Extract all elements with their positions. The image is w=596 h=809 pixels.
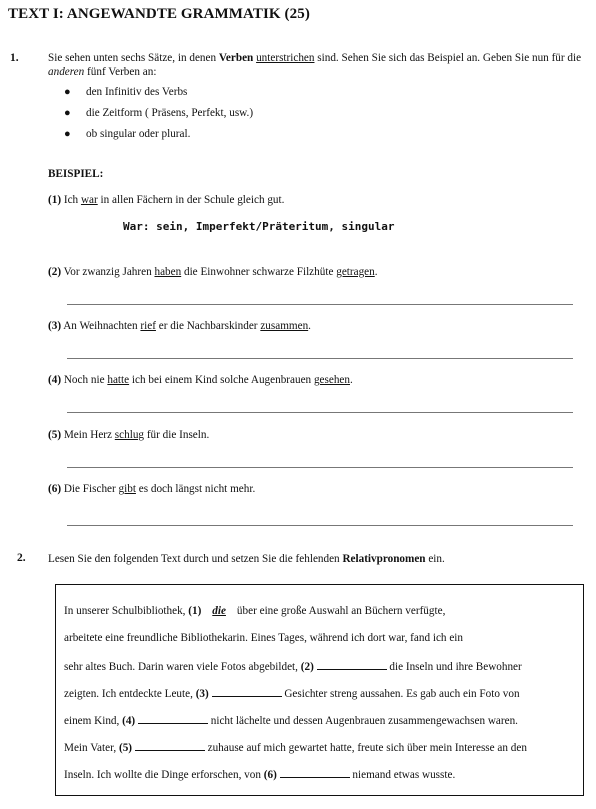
gap-1-filled[interactable]: die [212, 605, 226, 617]
cloze-line-1 [64, 605, 445, 617]
gap-number: (6) [263, 769, 277, 781]
bullet-item-infinitiv: den Infinitiv des Verbs [86, 86, 188, 98]
underlined-verb: hatte [107, 374, 130, 386]
page-title: TEXT I: ANGEWANDTE GRAMMATIK (25) [8, 6, 310, 22]
underlined-verb: gibt [118, 483, 136, 495]
gap-5-blank[interactable] [135, 740, 205, 751]
cloze-line-5 [64, 713, 518, 727]
sentence-punct: . [350, 374, 353, 386]
sentence-text: ich bei einem Kind solche Augenbrauen [129, 374, 314, 386]
answer-line-2[interactable] [67, 304, 573, 305]
cloze-text: Gesichter streng aussahen. Es gab auch ein Foto von [281, 688, 520, 700]
underlined-verb: schlug [114, 429, 145, 441]
cloze-text: Inseln. Ich wollte die Dinge erforschen, von [64, 769, 264, 781]
instruction-text: Sie sehen unten sechs Sätze, in denen [48, 52, 219, 64]
underlined-verb: haben [154, 266, 182, 278]
cloze-line-4 [64, 686, 520, 700]
gap-4-blank[interactable] [138, 713, 208, 724]
sentence-text: Vor zwanzig Jahren [61, 266, 155, 278]
example-answer: War: sein, Imperfekt/Präteritum, singular [123, 220, 395, 233]
gap-number: (5) [118, 742, 133, 754]
underlined-verb: gesehen [313, 374, 350, 386]
sentence-text: Die Fischer [61, 483, 119, 495]
sentence-text: Ich [61, 194, 81, 206]
sentence-text: die Einwohner schwarze Filzhüte [181, 266, 337, 278]
sentence-text: es doch längst nicht mehr. [135, 483, 256, 495]
bullet-item-numerus: ob singular oder plural. [86, 128, 191, 140]
cloze-line-7 [64, 767, 455, 781]
cloze-line-6 [64, 740, 527, 754]
cloze-text: nicht lächelte und dessen Augenbrauen zusammengewachsen waren. [207, 715, 518, 727]
sentence-text: in allen Fächern in der Schule gleich gut. [97, 194, 285, 206]
example-sentence [48, 194, 284, 206]
instruction-anderen: anderen [48, 66, 85, 78]
gap-number: (4) [122, 715, 136, 727]
cloze-text: einem Kind, [64, 715, 123, 727]
answer-line-4[interactable] [67, 412, 573, 413]
sentence-number: (5) [48, 429, 62, 441]
instruction-text-2: ein. [425, 553, 445, 565]
answer-line-3[interactable] [67, 358, 573, 359]
example-heading: BEISPIEL: [48, 168, 104, 180]
bullet-icon: ● [64, 107, 71, 119]
sentence-punct: . [308, 320, 311, 332]
instruction-text: Lesen Sie den folgenden Text durch und setzen Sie die fehlenden [48, 553, 343, 565]
cloze-line-2: arbeitete eine freundliche Bibliothekarin. Eines Tages, während ich dort war, fand ich ein [64, 632, 463, 644]
cloze-text: niemand etwas wusste. [349, 769, 456, 781]
answer-line-6[interactable] [67, 525, 573, 526]
sentence-text: Noch nie [61, 374, 108, 386]
cloze-text: zeigten. Ich entdeckte Leute, [64, 688, 196, 700]
instruction-text-2: sind. Sehen Sie sich das Beispiel an. Geben Sie nun für die [314, 52, 582, 64]
underlined-verb: war [80, 194, 98, 206]
sentence-number: (4) [48, 374, 62, 386]
question-2-number: 2. [17, 552, 26, 564]
question-1-number: 1. [10, 52, 19, 64]
cloze-text: In unserer Schulbibliothek, [64, 605, 189, 617]
question-1-instruction [48, 51, 583, 79]
sentence-punct: . [374, 266, 378, 278]
instruction-verben: Verben [218, 52, 254, 64]
sentence-5 [48, 429, 209, 441]
sentence-3 [48, 320, 311, 332]
sentence-text: Mein Herz [61, 429, 115, 441]
sentence-number: (1) [48, 194, 62, 206]
underlined-verb: getragen [336, 266, 375, 278]
underlined-verb: rief [140, 320, 156, 332]
gap-number: (1) [188, 605, 202, 617]
cloze-text: sehr altes Buch. Darin waren viele Fotos abgebildet, [64, 661, 301, 673]
cloze-text: Mein Vater, [64, 742, 119, 754]
sentence-6 [48, 483, 255, 495]
cloze-text: über eine große Auswahl an Büchern verfügte, [234, 605, 446, 617]
sentence-number: (2) [48, 266, 62, 278]
sentence-4 [48, 374, 353, 386]
bullet-icon: ● [64, 86, 71, 98]
gap-2-blank[interactable] [317, 659, 387, 670]
gap-number: (2) [300, 661, 314, 673]
instruction-text-3: fünf Verben an: [84, 66, 157, 78]
cloze-text: die Inseln und ihre Bewohner [386, 661, 522, 673]
sentence-2 [48, 266, 378, 278]
sentence-text: er die Nachbarskinder [155, 320, 261, 332]
sentence-number: (6) [48, 483, 62, 495]
bullet-item-zeitform: die Zeitform ( Präsens, Perfekt, usw.) [86, 107, 254, 119]
gap-number: (3) [195, 688, 209, 700]
underlined-verb: zusammen [260, 320, 309, 332]
cloze-line-3 [64, 659, 522, 673]
question-2-instruction [48, 552, 445, 566]
instruction-unterstrichen: unterstrichen [256, 52, 315, 64]
gap-3-blank[interactable] [212, 686, 282, 697]
sentence-text: An Weihnachten [61, 320, 141, 332]
answer-line-5[interactable] [67, 467, 573, 468]
sentence-text: für die Inseln. [144, 429, 210, 441]
gap-6-blank[interactable] [280, 767, 350, 778]
instruction-relativpronomen: Relativpronomen [342, 553, 426, 565]
cloze-text: zuhause auf mich gewartet hatte, freute sich über mein Interesse an den [204, 742, 527, 754]
bullet-icon: ● [64, 128, 71, 140]
sentence-number: (3) [48, 320, 62, 332]
